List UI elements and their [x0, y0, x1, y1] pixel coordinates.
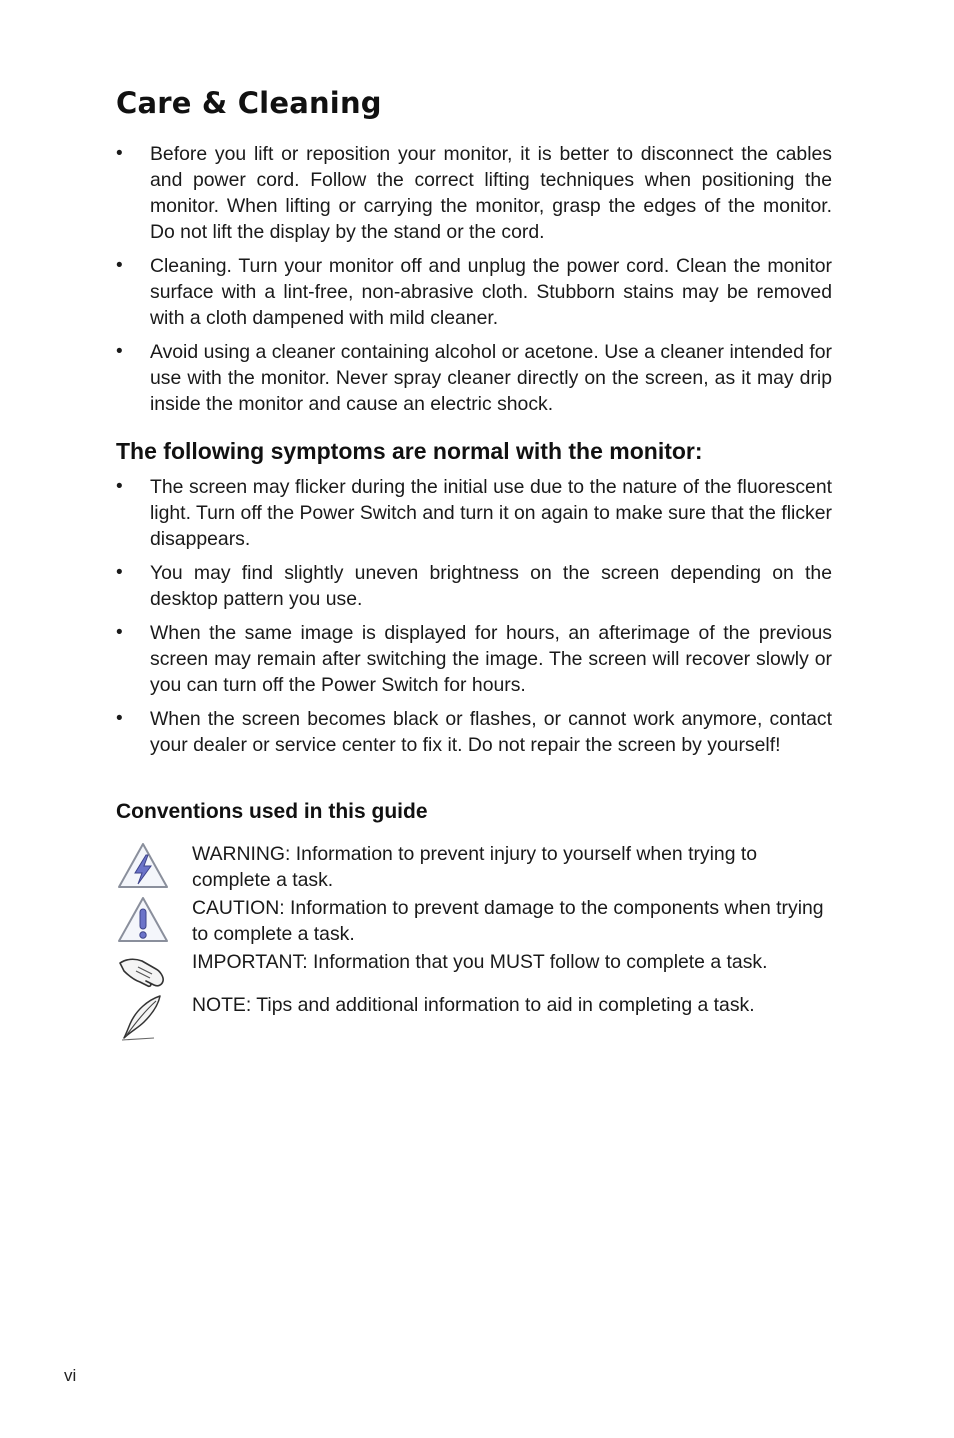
list-item-text: Avoid using a cleaner containing alcohol or acetone. Use a cleaner intended for use with the monitor. Never spray cleaner directly on the screen, as it may drip inside the monitor and cause an electric shock.: [150, 341, 832, 415]
list-item-text: Before you lift or reposition your monitor, it is better to disconnect the cables and power cord. Follow the correct lifting techniques when positioning the monitor. When lifting or carrying the monitor, grasp the edges of the monitor. Do not lift the display by the stand or the cord.: [150, 143, 832, 243]
bullet: •: [116, 341, 123, 362]
bullet: •: [116, 622, 123, 643]
symptom-list: [116, 474, 832, 766]
list-item-text: You may find slightly uneven brightness on the screen depending on the desktop pattern you use.: [150, 562, 832, 610]
list-item: [116, 560, 832, 612]
warning-lightning-icon: [116, 841, 170, 895]
care-list: [116, 141, 832, 425]
bullet: •: [116, 562, 123, 583]
bullet: •: [116, 255, 123, 276]
list-item-text: The screen may flicker during the initial use due to the nature of the fluorescent light. Turn off the Power Switch and turn it on again to make sure that the flicker disappears.: [150, 476, 832, 550]
conventions-heading: Conventions used in this guide: [116, 800, 428, 823]
convention-text: NOTE: Tips and additional information to aid in completing a task.: [192, 994, 755, 1016]
page-number: vi: [64, 1366, 77, 1385]
list-item: [116, 474, 832, 552]
list-item: [116, 339, 832, 417]
caution-exclamation-icon: [116, 895, 170, 949]
list-item-text: Cleaning. Turn your monitor off and unplug the power cord. Clean the monitor surface with a lint-free, non-abrasive cloth. Stubborn stains may be removed with a cloth dampened with mild cleaner.: [150, 255, 832, 329]
list-item: [116, 620, 832, 698]
convention-text: WARNING: Information to prevent injury to yourself when trying to complete a task.: [192, 843, 758, 891]
list-item: [116, 141, 832, 245]
bullet: •: [116, 708, 123, 729]
list-item: [116, 253, 832, 331]
page-title: Care & Cleaning: [116, 86, 382, 120]
symptoms-heading: The following symptoms are normal with the monitor:: [116, 438, 703, 464]
note-quill-icon: [116, 992, 170, 1046]
list-item: [116, 706, 832, 758]
list-item-text: When the screen becomes black or flashes, or cannot work anymore, contact your dealer or service center to fix it. Do not repair the screen by yourself!: [150, 708, 832, 756]
convention-text: IMPORTANT: Information that you MUST follow to complete a task.: [192, 951, 768, 973]
list-item-text: When the same image is displayed for hours, an afterimage of the previous screen may remain after switching the image. The screen will recover slowly or you can turn off the Power Switch for hours.: [150, 622, 832, 696]
bullet: •: [116, 476, 123, 497]
convention-text: CAUTION: Information to prevent damage to the components when trying to complete a task.: [192, 897, 824, 945]
bullet: •: [116, 143, 123, 164]
